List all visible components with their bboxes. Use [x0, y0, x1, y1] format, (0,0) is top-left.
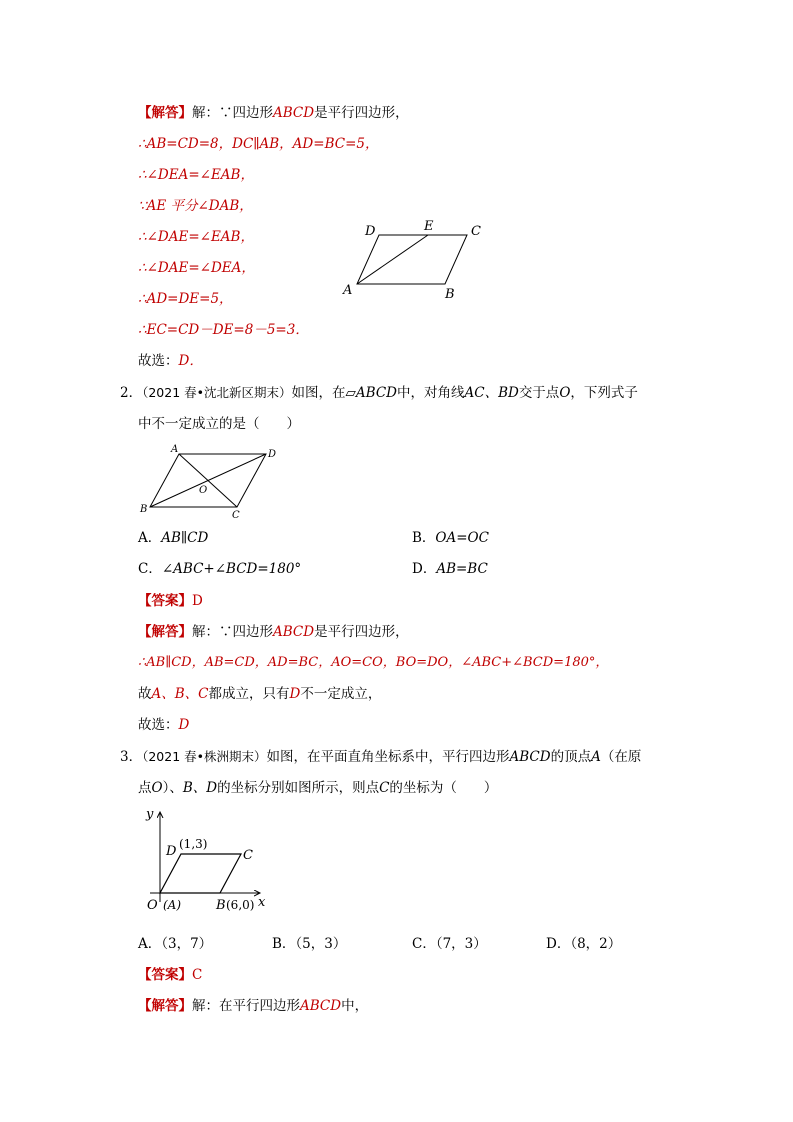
label-d: D [365, 224, 376, 239]
solution-quad: ABCD [300, 998, 342, 1014]
option-text: （7，3） [435, 936, 487, 952]
q2-stem-line-2: 中不一定成立的是（ ） [138, 416, 300, 432]
q2-option-d [412, 560, 488, 578]
option-text: OA=OC [435, 530, 489, 546]
label-b-coord: (6,0) [226, 898, 255, 912]
label-o: O [147, 898, 158, 913]
stem-text: ）、 [162, 780, 183, 796]
parallelogram-abcd [160, 854, 241, 893]
label-o: O [199, 485, 208, 496]
option-label: A． [138, 936, 162, 952]
stem-c-pt: C [379, 780, 390, 796]
label-b: B [140, 504, 148, 515]
q2-number: 2． [120, 385, 143, 401]
option-text: （3，7） [161, 936, 213, 952]
solution-intro: 解：∵四边形 [192, 105, 273, 121]
label-d: D [166, 844, 177, 859]
q3-answer [138, 966, 202, 984]
q1-solution-line-3: ∴∠DEA=∠EAB， [138, 167, 254, 183]
x-axis-label: x [258, 895, 266, 910]
label-d-coord: (1,3) [179, 837, 208, 851]
q2-choice-line [138, 716, 189, 734]
q3-stem-a-pt: A [591, 749, 601, 765]
option-text: （8，2） [570, 936, 622, 952]
q3-stem-b: 的顶点 [550, 749, 592, 765]
solution-quad: ABCD [273, 624, 315, 640]
q1-solution-line-6: ∴∠DAE=∠DEA， [138, 260, 255, 276]
solution-intro: 解：在平行四边形 [192, 998, 300, 1014]
q2-option-b [412, 529, 489, 547]
option-text: ∠ABC+∠BCD=180° [161, 561, 302, 577]
choice-label: 故选： [138, 717, 179, 733]
q3-source: （2021 春•株洲期末） [142, 749, 267, 764]
option-label: B． [272, 936, 296, 952]
q2-stem-d: ，下列式子 [570, 385, 638, 401]
stem-bd: B、D [182, 780, 218, 796]
option-label: B． [412, 530, 436, 546]
sol-text-b: A、B、C [151, 686, 209, 702]
q3-option-b [272, 935, 346, 953]
q2-answer [138, 592, 203, 610]
q2-solution-line-1 [138, 623, 409, 641]
q3-stem-c: （在原 [600, 749, 642, 765]
option-label: C． [412, 936, 436, 952]
q2-stem-a: 如图，在▱ [291, 385, 356, 401]
parallelogram-abcd [357, 235, 467, 284]
q3-option-c [412, 935, 487, 953]
option-label: D． [412, 561, 437, 577]
q3-stem-line-1 [120, 748, 641, 766]
q3-coordinate-figure [138, 802, 278, 914]
q2-stem-b: 中，对角线 [396, 385, 465, 401]
q1-solution-line-4: ∵AE 平分∠DAB， [138, 198, 253, 214]
q3-number: 3． [120, 749, 143, 765]
q2-solution-line-3 [138, 685, 381, 703]
sol-text-d: D [289, 686, 301, 702]
label-b: B [445, 287, 455, 302]
choice-value: D． [178, 353, 203, 369]
q1-solution-line-8: ∴EC=CD－DE=8－5=3． [138, 322, 309, 338]
answer-tag: 【答案】 [138, 967, 192, 983]
choice-label: 故选： [138, 353, 179, 369]
answer-tag: 【答案】 [138, 593, 192, 609]
q3-stem-quad: ABCD [509, 749, 551, 765]
stem-text: 的坐标分别如图所示，则点 [217, 780, 380, 796]
y-axis-label: y [146, 807, 154, 822]
q2-source: （2021 春•沈北新区期末） [142, 385, 292, 400]
label-c: C [232, 510, 240, 521]
solution-tag: 【解答】 [138, 105, 192, 121]
q2-parallelogram-figure [136, 440, 286, 522]
q1-solution-line-7: ∴AD=DE=5， [138, 291, 233, 307]
option-label: C． [138, 561, 162, 577]
solution-tag: 【解答】 [138, 998, 192, 1014]
sol-text-c: 都成立，只有 [208, 686, 290, 702]
label-a: A [343, 283, 353, 298]
solution-tail: 是平行四边形， [314, 624, 409, 640]
q2-option-c [138, 560, 301, 578]
option-text: AB∥CD [161, 530, 209, 546]
sol-text-a: 故 [138, 686, 152, 702]
stem-text: 的坐标为（ ） [389, 780, 498, 796]
q2-stem-line-1 [120, 384, 638, 402]
solution-intro: 解：∵四边形 [192, 624, 273, 640]
q2-stem-o: O [559, 385, 571, 401]
answer-value: C [192, 967, 203, 983]
label-e: E [424, 219, 434, 234]
solution-tag: 【解答】 [138, 624, 192, 640]
q1-parallelogram-figure [330, 215, 500, 305]
q1-solution-line-5: ∴∠DAE=∠EAB， [138, 229, 254, 245]
option-label: A． [138, 530, 162, 546]
q2-stem-c: 交于点 [518, 385, 560, 401]
label-c: C [243, 848, 253, 863]
q1-choice-line [138, 352, 203, 370]
q2-stem-quad: ABCD [355, 385, 397, 401]
answer-value: D [192, 593, 203, 609]
stem-text: 点 [138, 780, 152, 796]
solution-intro-tail: 是平行四边形， [314, 105, 409, 121]
label-b: B [216, 898, 226, 913]
q2-option-a [138, 529, 208, 547]
solution-tail: 中， [341, 998, 369, 1014]
quad-name: ABCD [273, 105, 315, 121]
label-a: A [171, 444, 179, 455]
option-text: AB=BC [436, 561, 488, 577]
sol-text-e: 不一定成立， [300, 686, 382, 702]
option-text: （5，3） [295, 936, 347, 952]
label-d: D [268, 449, 277, 460]
stem-o: O [151, 780, 163, 796]
label-c: C [471, 224, 481, 239]
q3-solution-line-1 [138, 997, 368, 1015]
q1-solution-line-1 [138, 104, 409, 122]
q2-solution-line-2: ∴AB∥CD，AB=CD，AD=BC，AO=CO，BO=DO，∠ABC+∠BCD=180°， [138, 655, 609, 670]
q3-option-a [138, 935, 212, 953]
q2-stem-diag: AC、BD [464, 385, 519, 401]
q3-stem-line-2 [138, 779, 497, 797]
label-a: (A) [163, 898, 182, 912]
q3-option-d [546, 935, 621, 953]
diagonal-bd [150, 454, 266, 507]
q1-solution-line-2: ∴AB=CD=8，DC∥AB，AD=BC=5， [138, 136, 379, 152]
q3-stem-a: 如图，在平面直角坐标系中，平行四边形 [266, 749, 510, 765]
option-label: D． [546, 936, 571, 952]
choice-value: D [178, 717, 190, 733]
